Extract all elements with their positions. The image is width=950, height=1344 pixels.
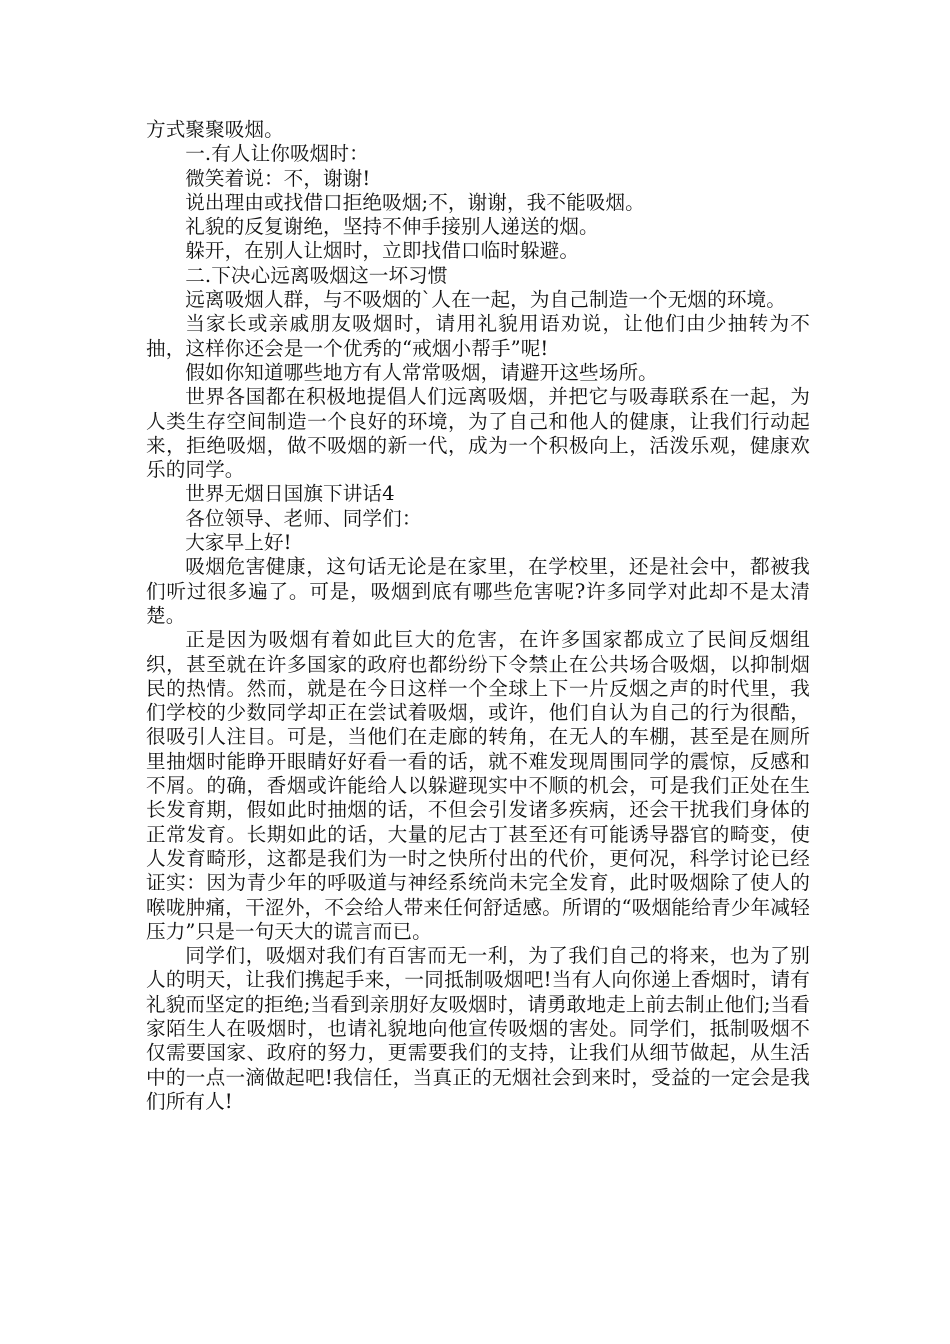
speech-title: 世界无烟日国旗下讲话4 [185,482,395,506]
paragraph-1: 方式聚聚吸烟。 [146,118,284,141]
paragraph-17: 同学们，吸烟对我们有百害而无一利，为了我们自己的将来，也为了别人的明天，让我们携起手来，一同抵制吸烟吧!当有人向你递上香烟时，请有礼貌而坚定的拒绝;当看到亲朋好友吸烟时，请勇敢地走上前去制止他们;当看家陌生人在吸烟时，也请礼貌地向他宣传吸烟的害处。同学们，抵制吸烟不仅需要国家、政府的努力，更需要我们的支持，让我们从细节做起，从生活中的一点一滴做起吧!我信任，当真正的无烟社会到来时，受益的一定会是我们所有人! [146,944,810,1113]
paragraph-16: 正是因为吸烟有着如此巨大的危害，在许多国家都成立了民间反烟组织，甚至就在许多国家的政府也都纷纷下令禁止在公共场合吸烟，以抑制烟民的热情。然而，就是在今日这样一个全球上下一片反烟之声的时代里，我们学校的少数同学却正在尝试着吸烟，或许，他们自认为自己的行为很酷，很吸引人注目。可是，当他们在走廊的转角，在无人的车棚，甚至是在厕所里抽烟时能睁开眼睛好好看一看的话，就不难发现周围同学的震惊，反感和不屑。的确，香烟或许能给人以躲避现实中不顺的机会，可是我们正处在生长发育期，假如此时抽烟的话，不但会引发诸多疾病，还会干扰我们身体的正常发育。长期如此的话，大量的尼古丁甚至还有可能诱导器官的畸变，使人发育畸形，这都是我们为一时之快所付出的代价，更何况，科学讨论已经证实：因为青少年的呼吸道与神经系统尚未完全发育，此时吸烟除了使人的喉咙肿痛，干涩外，不会给人带来任何舒适感。所谓的“吸烟能给青少年减轻压力”只是一句天大的谎言而已。 [146,628,810,943]
paragraph-10: 假如你知道哪些地方有人常常吸烟，请避开这些场所。 [185,360,658,384]
paragraph-6: 躲开，在别人让烟时，立即找借口临时躲避。 [185,239,580,263]
paragraph-2: 一.有人让你吸烟时： [185,142,369,166]
paragraph-5: 礼貌的反复谢绝，坚持不伸手接别人递送的烟。 [185,215,599,239]
paragraph-8: 远离吸烟人群，与不吸烟的`人在一起，为自己制造一个无烟的环境。 [185,288,786,312]
paragraph-15: 吸烟危害健康，这句话无论是在家里，在学校里，还是社会中，都被我们听过很多遍了。可是，吸烟到底有哪些危害呢?许多同学对此却不是太清楚。 [146,555,810,627]
section-heading-2: 二.下决心远离吸烟这一坏习惯 [185,263,448,287]
paragraph-11: 世界各国都在积极地提倡人们远离吸烟，并把它与吸毒联系在一起，为人类生存空间制造一个良好的环境，为了自己和他人的健康，让我们行动起来，拒绝吸烟，做不吸烟的新一代，成为一个积极向上，活泼乐观，健康欢乐的同学。 [146,385,810,482]
speech-salutation: 各位领导、老师、同学们： [185,506,422,530]
speech-greeting: 大家早上好! [185,531,292,555]
paragraph-4: 说出理由或找借口拒绝吸烟;不，谢谢，我不能吸烟。 [185,190,645,214]
document-page [146,118,810,1114]
paragraph-9: 当家长或亲戚朋友吸烟时，请用礼貌用语劝说，让他们由少抽转为不抽，这样你还会是一个优秀的“戒烟小帮手”呢! [146,312,810,360]
paragraph-3: 微笑着说：不，谢谢! [185,166,371,190]
